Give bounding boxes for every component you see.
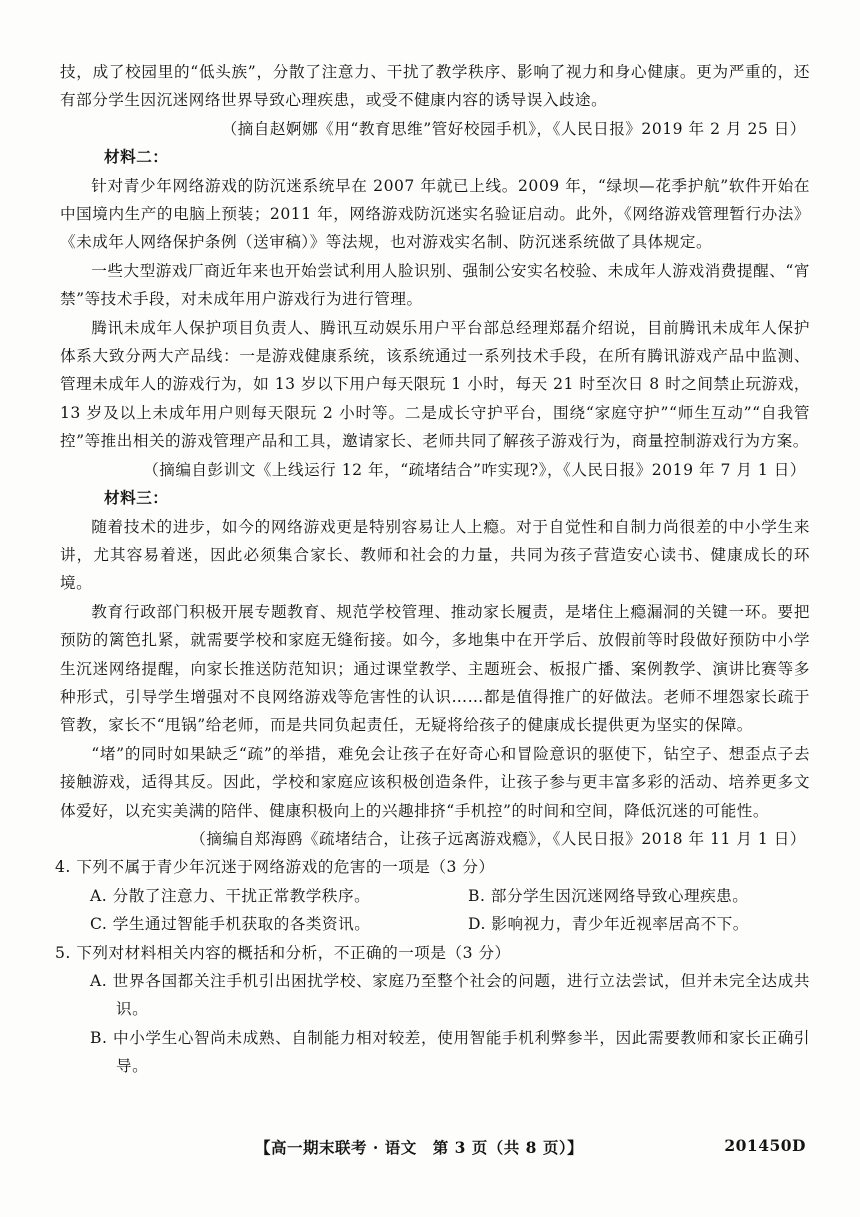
paragraph-material2-b: 一些大型游戏厂商近年来也开始尝试利用人脸识别、强制公安实名校验、未成年人游戏消费提醒、“宵禁”等技术手段，对未成年用户游戏行为进行管理。 xyxy=(60,261,810,309)
paragraph-material3-b: 教育行政部门积极开展专题教育、规范学校管理、推动家长履责，是堵住上瘾漏洞的关键一环。要把预防的篱笆扎紧，就需要学校和家庭无缝衔接。如今，多地集中在开学后、放假前等时段做好预防中小学生沉迷网络提醒，向家长推送防范知识；通过课堂教学、主题班会、板报广播、案例教学、演讲比赛等多种形式，引导学生增强对不良网络游戏等危害性的认识……都是值得推广的好做法。老师不埋怨家长疏于管教，家长不“甩锅”给老师，而是共同负起责任，无疑将给孩子的健康成长提供更为坚实的保障。 xyxy=(60,602,810,735)
footer-code: 201450D xyxy=(724,1136,806,1155)
question-4-option-d: D. 影响视力，青少年近视率居高不下。 xyxy=(468,915,749,934)
question-4-stem: 4. 下列不属于青少年沉迷于网络游戏的危害的一项是（3 分） xyxy=(55,858,495,877)
question-5-stem: 5. 下列对材料相关内容的概括和分析，不正确的一项是（3 分） xyxy=(55,943,511,962)
page-footer xyxy=(0,1136,860,1166)
question-5-option-a: A. 世界各国都关注手机引出困扰学校、家庭乃至整个社会的问题，进行立法尝试，但并未完全达成共识。 xyxy=(90,972,810,1019)
footer-exam-info: 【高一期末联考 · 语文 第 3 页（共 8 页）】 xyxy=(255,1138,584,1157)
material-two-heading: 材料二： xyxy=(104,147,169,167)
paragraph-material2-c: 腾讯未成年人保护项目负责人、腾讯互动娱乐用户平台部总经理郑磊介绍说，目前腾讯未成年人保护体系大致分两大产品线：一是游戏健康系统，该系统通过一系列技术手段，在所有腾讯游戏产品中监测、管理未成年人的游戏行为，如 13 岁以下用户每天限玩 1 小时，每天 21 时至次日 8 时之间禁止玩游戏，13 岁及以上未成年用户则每天限玩 2 小时等。二是成长守护平台，围绕“家庭守护”“师生互动”“自我管控”等推出相关的游戏管理产品和工具，邀请家长、老师共同了解孩子游戏行为，商量控制游戏行为方案。 xyxy=(60,318,810,451)
source-citation-2: （摘编自彭训文《上线运行 12 年，“疏堵结合”咋实现?》，《人民日报》2019 年 7 月 1 日） xyxy=(143,460,806,479)
paragraph-material3-a: 随着技术的进步，如今的网络游戏更是特别容易让人上瘾。对于自觉性和自制力尚很差的中小学生来讲，尤其容易着迷，因此必须集合家长、教师和社会的力量，共同为孩子营造安心读书、健康成长的环境。 xyxy=(60,517,810,593)
question-5-option-b: B. 中小学生心智尚未成熟、自制能力相对较差，使用智能手机利弊参半，因此需要教师和家长正确引导。 xyxy=(90,1028,810,1076)
paragraph-continued: 技，成了校园里的“低头族”，分散了注意力、干扰了教学秩序、影响了视力和身心健康。更为严重的，还有部分学生因沉迷网络世界导致心理疾患，或受不健康内容的诱导误入歧途。 xyxy=(60,63,810,110)
question-4-option-b: B. 部分学生因沉迷网络导致心理疾患。 xyxy=(468,886,749,905)
paragraph-material2-a: 针对青少年网络游戏的防沉迷系统早在 2007 年就已上线。2009 年，“绿坝—花季护航”软件开始在中国境内生产的电脑上预装；2011 年，网络游戏防沉迷实名验证启动。此外，《网络游戏管理暂行办法》《未成年人网络保护条例（送审稿）》等法规，也对游戏实名制、防沉迷系统做了具体规定。 xyxy=(60,176,810,252)
question-4-option-a: A. 分散了注意力、干扰正常教学秩序。 xyxy=(90,886,371,905)
source-citation-1: （摘自赵婀娜《用“教育思维”管好校园手机》，《人民日报》2019 年 2 月 25 日） xyxy=(221,119,806,138)
question-4-option-c: C. 学生通过智能手机获取的各类资讯。 xyxy=(90,915,371,934)
source-citation-3: （摘编自郑海鸥《疏堵结合，让孩子远离游戏瘾》，《人民日报》2018 年 11 月 1 日） xyxy=(190,829,806,848)
material-three-heading: 材料三： xyxy=(104,488,169,508)
question-4-options-row-1 xyxy=(60,882,810,910)
question-4-options-row-2 xyxy=(60,910,810,938)
paragraph-material3-c: “堵”的同时如果缺乏“疏”的举措，难免会让孩子在好奇心和冒险意识的驱使下，钻空子、想歪点子去接触游戏，适得其反。因此，学校和家庭应该积极创造条件，让孩子参与更丰富多彩的活动、培养更多文体爱好，以充实美满的陪伴、健康积极向上的兴趣排挤“手机控”的时间和空间，降低沉迷的可能性。 xyxy=(60,744,810,820)
page-content xyxy=(55,58,810,1081)
